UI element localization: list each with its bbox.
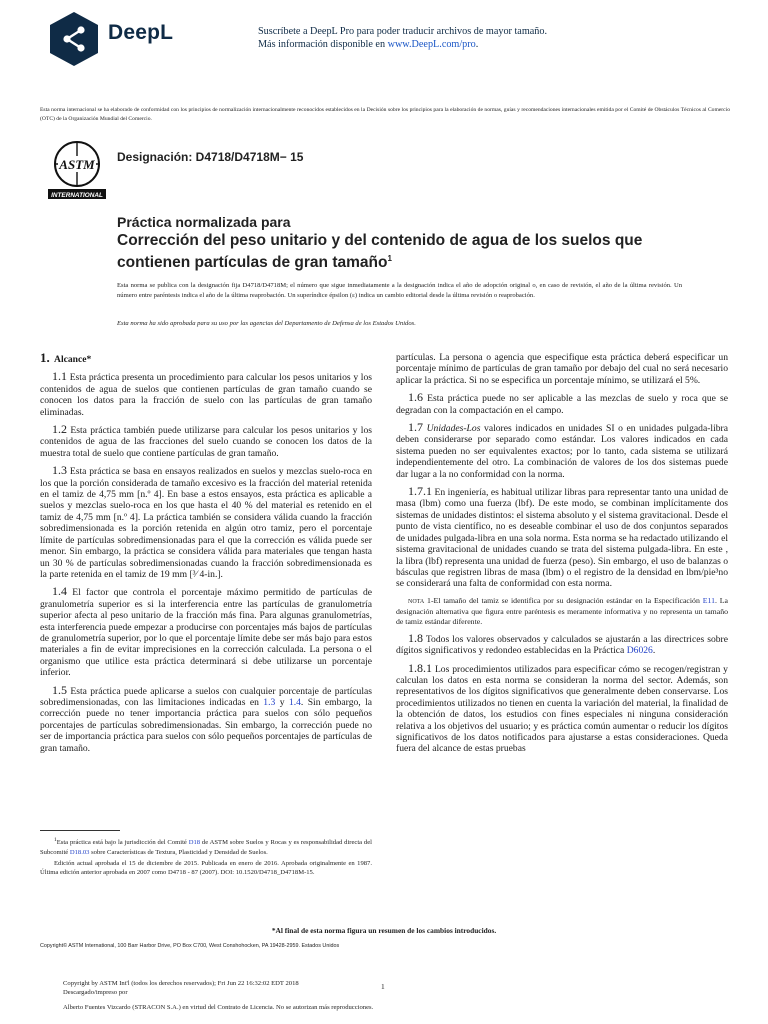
section-title: Alcance* <box>54 354 92 365</box>
paragraph-text: Esta práctica puede aplicarse a suelos con cualquier porcentaje de partículas sobredimensionadas, con las limitaciones indicadas en <box>40 685 372 708</box>
paragraph-1-3 <box>40 465 372 580</box>
paragraph-number: 1.4 <box>52 584 67 599</box>
footnote-1 <box>40 836 372 857</box>
paragraph-text: Esta práctica se basa en ensayos realizados en suelos y mezclas suelo-roca en los que la porción considerada de tamaño excesivo es la fracción del material retenida en el tamiz de 4,75 mm [n.º 4]. En base a estos ensayos, esta práctica es aplicable a suelos y mezclas suelo-roca en los que hasta el 40 % del material es retenido en el tamiz de 4,75 mm [n.º 4]. La práctica también se considera válida cuando la fracción sobredimensionada es la porción retenida en algún otro tamiz, pero el porcentaje límite de partículas sobredimensionadas para el que la corrección es válida puede ser menor. Sin embargo, la práctica se considera válida para materiales que tengan hasta un 30 % de partículas sobredimensionadas cuando la fracción sobredimensionada es la parte retenida en el tamiz de 19 mm [³⁄ 4-in.]. <box>40 466 372 580</box>
paragraph-text: . <box>652 645 656 657</box>
left-column <box>40 352 372 760</box>
note-label: NOTA <box>408 598 425 605</box>
deepl-logo-icon[interactable] <box>48 11 100 67</box>
section-number: 1. <box>40 350 50 365</box>
deepl-upgrade-message <box>258 25 547 51</box>
title-footnote-ref: 1 <box>387 254 392 263</box>
spec-e11-link[interactable]: E11 <box>702 595 715 605</box>
deepl-message-line1: Suscríbete a DeepL Pro para poder traducir archivos de mayor tamaño. <box>258 26 548 37</box>
summary-of-changes-note: *Al final de esta norma figura un resumen de los cambios introducidos. <box>271 926 497 935</box>
paragraph-text: Los procedimientos utilizados para especificar cómo se recogen/registran y calculan los datos en esta norma se consideran la norma del sector. Además, son representativos de los dígitos significativos que generalmente deben conservarse. Los procedimientos utilizados no tienen en cuenta la variación del material, la finalidad de la obtención de datos, los estudios con fines especiales ni ninguna consideración relativa a los objetivos del usuario; y es práctica común aumentar o reducir los dígitos significativos de los datos notificados para ajustarse a estas consideraciones. Queda fuera del alcance de estas pruebas <box>396 663 728 755</box>
deepl-message-line2 <box>258 38 547 51</box>
paragraph-1-5 <box>40 682 373 754</box>
right-column <box>396 352 728 761</box>
paragraph-text: El factor que controla el porcentaje máximo permitido de partículas de granulometría superior es si la interferencia entre las partículas de granulometría superior afecta al peso unitario de la fracción más fina. Para algunas granulometrías, esta interferencia puede empezar a producirse con porcentajes más bajos de partículas de granulometría superior, por lo que el porcentaje límite debe ser más bajo para estos materiales a fin de evitar imprecisiones en la corrección calculada. La persona o el organismo que utilice esta práctica determinará si debe utilizarse un porcentaje inferior. <box>40 587 372 679</box>
paragraph-text: y <box>275 696 289 708</box>
committee-d18-link[interactable]: D18 <box>188 839 201 847</box>
paragraph-text: . Sin embargo, la corrección puede no tener importancia práctica para suelos con sólo pequeños porcentajes de partículas sobredimensionadas. Sin embargo, la corrección puede no ser de importancia práctica para suelos con sólo pequeños porcentajes de partículas de gran tamaño. <box>40 696 373 754</box>
document-title <box>117 232 677 272</box>
paragraph-number: 1.7.1 <box>408 484 432 499</box>
download-line2: Descargado/impreso por <box>63 989 128 996</box>
footnotes <box>40 836 372 880</box>
download-line1: Copyright by ASTM Int'l (todos los derechos reservados); Fri Jun 22 16:32:02 EDT 2018 <box>63 980 299 987</box>
paragraph-number: 1.3 <box>52 463 67 478</box>
footnote-text: sobre Características de Textura, Plasticidad y Densidad de Suelos. <box>89 848 268 856</box>
footnote-divider <box>40 830 120 831</box>
practice-d6026-link[interactable]: D6026 <box>626 645 653 657</box>
paragraph-text: valores indicados en unidades SI o en unidades pulgada-libra deben considerarse por separado como estándar. Los valores indicados en cada sistema pueden no ser equivalentes exactos; por lo tanto, cada sistema se utilizará independientemente del otro. La combinación de valores de los dos sistemas puede dar lugar a la no conformidad con la norma. <box>396 423 728 480</box>
document-title-line1: Práctica normalizada para <box>117 214 291 230</box>
page-number: 1 <box>381 982 385 991</box>
paragraph-1-8-1 <box>396 660 728 755</box>
paragraph-text: En ingeniería, es habitual utilizar libras para representar tanto una unidad de masa (lbm) como una fuerza (lbf). De este modo, se combinan implícitamente dos sistemas de unidades distintos: el sistema absoluto y el sistema gravitacional. Desde el punto de vista científico, no es deseable combinar el uso de dos conjuntos separados de unidades pulgada-libra en una sola norma. Esta norma se ha redactado utilizando el sistema gravitacional de unidades cuando se trata del sistema pulgada-libra. En este , la libra (lbf) representa una unidad de fuerza (peso). Sin embargo, el uso de balanzas o básculas que registren libras de masa (lbm) o el registro de la densidad en lbm/pie³no se considerará una falta de conformidad con esta norma. <box>396 487 729 590</box>
paragraph-text: Esta práctica puede no ser aplicable a las mezclas de suelo y roca que se degradan con la compactación en el campo. <box>396 393 728 416</box>
paragraph-1-7-1 <box>396 486 728 590</box>
approval-note: Esta norma ha sido aprobada para su uso por las agencias del Departamento de Defensa de los Estados Unidos. <box>117 320 416 327</box>
footnote-text: de ASTM sobre Suelos y Rocas y es responsabilidad directa del Subcomité <box>40 839 372 856</box>
paragraph-1-1 <box>40 371 372 418</box>
deepl-pro-link[interactable]: www.DeepL.com/pro <box>387 39 476 50</box>
note-text: 1-El tamaño del tamiz se identifica por su designación estándar en la Especificación <box>424 595 703 605</box>
document-title-main: Corrección del peso unitario y del contenido de agua de los suelos que contienen partículas de gran tamaño <box>117 232 643 272</box>
paragraph-1-6 <box>396 392 728 416</box>
issue-note: Esta norma se publica con la designación fija D4718/D4718M; el número que sigue inmediatamente a la designación indica el año de adopción original o, en caso de revisión, el año de la última revisión. Un número entre paréntesis indica el año de la última reaprobación. Un superíndice épsilon (ε) indica un cambio editorial desde la última revisión o reaprobación. <box>117 282 682 299</box>
paragraph-1-8 <box>396 630 728 657</box>
units-label: Unidades-Los <box>426 423 481 435</box>
footnote-text: Esta práctica está bajo la jurisdicción del Comité <box>56 839 189 847</box>
paragraph-text: Esta práctica también puede utilizarse para calcular los pesos unitarios y los contenidos de agua de las fracciones del suelo cuando se conocen los datos de la muestra total de suelo que contiene partículas de gran tamaño. <box>40 425 373 459</box>
paragraph-number: 1.8 <box>408 630 423 645</box>
footnote-marker: 1 <box>54 837 57 843</box>
deepl-brand-name[interactable]: DeepL <box>108 21 174 44</box>
note-text: . La designación alternativa que figura entre paréntesis es meramente informativa y no representa un tamaño de tamiz estándar diferente. <box>396 595 729 626</box>
paragraph-number: 1.6 <box>408 390 423 405</box>
download-info <box>63 979 299 997</box>
paragraph-number: 1.5 <box>52 682 67 697</box>
paragraph-1-2 <box>40 424 372 459</box>
deepl-message-suffix: . <box>475 39 479 50</box>
section-1-4-link[interactable]: 1.4 <box>288 696 301 708</box>
paragraph-number: 1.2 <box>52 422 67 437</box>
paragraph-1-5-continued: partículas. La persona o agencia que especifique esta práctica deberá especificar un porcentaje mínimo de partículas de gran tamaño por debajo del cual no será necesario aplicar la práctica. Si no se especifica un porcentaje mínimo, se utilizará el 5%. <box>396 352 728 386</box>
paragraph-number: 1.1 <box>52 369 67 384</box>
astm-logo-sub: INTERNATIONAL <box>51 192 103 199</box>
license-line: Alberto Fuentes Vizcardo (STRACON S.A.) en virtud del Contrato de Licencia. No se autorizan más reproducciones. <box>63 1004 374 1011</box>
deepl-message-prefix: Más información disponible en <box>258 39 388 50</box>
international-standard-note: Esta norma internacional se ha elaborado de conformidad con los principios de normalización internacionalmente reconocidos establecidos en la Decisión sobre los principios para la elaboración de normas, guías y recomendaciones internacionales emitida por el Comité de Obstáculos Técnicos al Comercio (OTC) de la Organización Mundial del Comercio. <box>40 107 730 122</box>
astm-logo-icon <box>44 140 110 200</box>
note-1 <box>396 596 728 627</box>
section-heading <box>40 352 372 365</box>
paragraph-1-7 <box>396 422 728 480</box>
copyright-line: Copyright© ASTM International, 100 Barr Harbor Drive, PO Box C700, West Conshohocken, PA 19428-2959. Estados Unidos <box>40 943 340 949</box>
section-1-3-link[interactable]: 1.3 <box>263 696 276 708</box>
paragraph-text: Todos los valores observados y calculados se ajustarán a las directrices sobre dígitos significativos y redondeo establecidas en la Práctica <box>396 633 728 657</box>
footnote-2: Edición actual aprobada el 15 de diciembre de 2015. Publicada en enero de 2016. Aprobada originalmente en 1987. Última edición anterior aprobada en 2007 como D4718 - 87 (2007). DOI: 10.1520/D4718_D4718M-15. <box>40 860 372 877</box>
paragraph-number: 1.8.1 <box>408 660 432 675</box>
astm-logo-mark: ASTM <box>59 157 95 172</box>
subcommittee-d18-03-link[interactable]: D18.03 <box>69 848 90 856</box>
paragraph-text: Esta práctica presenta un procedimiento para calcular los pesos unitarios y los contenidos de agua de suelos que contienen partículas de gran tamaño cuando se conocen los datos para la fracción de suelo con las partículas de gran tamaño eliminadas. <box>40 372 372 418</box>
deepl-banner <box>0 0 768 80</box>
paragraph-number: 1.7 <box>408 420 423 435</box>
paragraph-1-4 <box>40 586 372 678</box>
designation: Designación: D4718/D4718M− 15 <box>117 150 304 164</box>
